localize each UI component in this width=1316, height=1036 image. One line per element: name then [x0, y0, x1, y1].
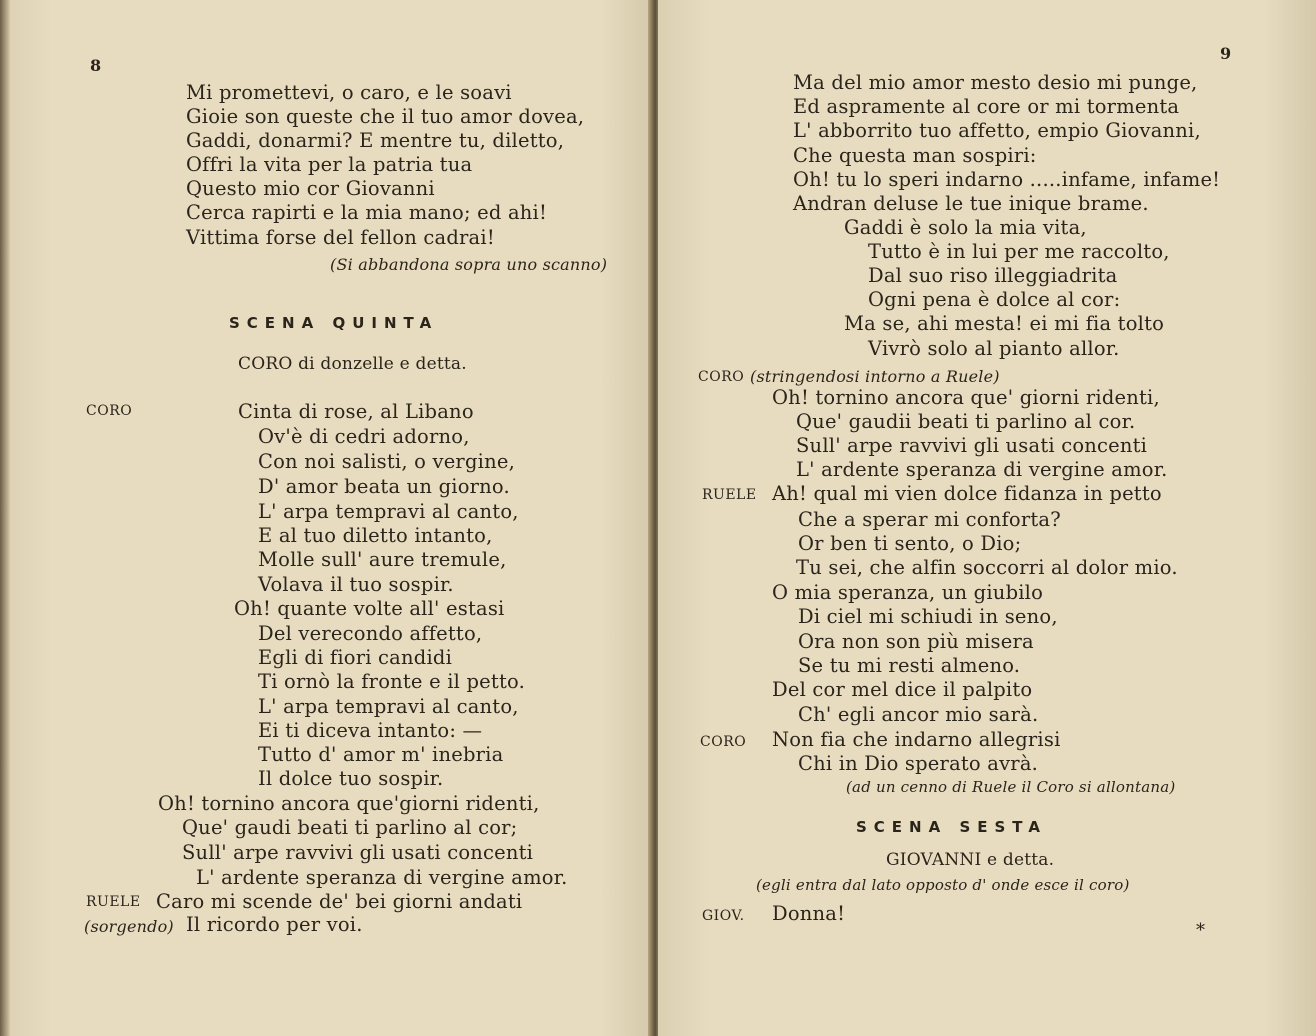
verse-line: Oh! tornino ancora que' giorni ridenti,	[772, 386, 1160, 409]
verse-line: Non fia che indarno allegrisi	[772, 728, 1061, 751]
verse-line: L' ardente speranza di vergine amor.	[196, 866, 568, 889]
verse-line: L' arpa tempravi al canto,	[258, 500, 519, 523]
verse-line: D' amor beata un giorno.	[258, 475, 510, 498]
verse-line: Caro mi scende de' bei giorni andati	[156, 890, 523, 913]
scene-cast: CORO di donzelle e detta.	[238, 354, 467, 374]
verse-line: Sull' arpe ravvivi gli usati concenti	[182, 841, 534, 864]
scene-heading: SCENA SESTA	[856, 818, 1047, 836]
verse-line: L' arpa tempravi al canto,	[258, 695, 519, 718]
stage-direction: (sorgendo)	[84, 917, 174, 936]
page-number: 8	[90, 56, 102, 75]
verse-line: Egli di fiori candidi	[258, 646, 453, 669]
scene-cast: GIOVANNI e detta.	[886, 850, 1055, 870]
verse-line: Il ricordo per voi.	[186, 913, 363, 936]
verse-line: Se tu mi resti almeno.	[798, 654, 1021, 677]
verse-line: Oh! quante volte all' estasi	[234, 597, 505, 620]
speaker-label: CORO	[86, 403, 133, 419]
verse-line: Ed aspramente al core or mi tormenta	[793, 95, 1180, 118]
verse-line: Del verecondo affetto,	[258, 622, 483, 645]
verse-line: Ogni pena è dolce al cor:	[868, 288, 1121, 311]
verse-line: Ma se, ahi mesta! ei mi fia tolto	[844, 312, 1165, 335]
verse-line: Ah! qual mi vien dolce fidanza in petto	[772, 482, 1162, 505]
right-page	[658, 0, 1316, 1036]
verse-line: Mi promettevi, o caro, e le soavi	[186, 81, 512, 104]
verse-line: Chi in Dio sperato avrà.	[798, 752, 1039, 775]
verse-line: Del cor mel dice il palpito	[772, 678, 1033, 701]
verse-line: Gioie son queste che il tuo amor dovea,	[186, 105, 585, 128]
stage-direction: (ad un cenno di Ruele il Coro si allontana)	[846, 778, 1176, 796]
verse-line: E al tuo diletto intanto,	[258, 524, 493, 547]
stage-direction: (egli entra dal lato opposto d' onde esce il coro)	[756, 876, 1130, 894]
verse-line: Di ciel mi schiudi in seno,	[798, 605, 1058, 628]
verse-line: Ov'è di cedri adorno,	[258, 425, 470, 448]
verse-line: Questo mio cor Giovanni	[186, 177, 435, 200]
verse-line: Volava il tuo sospir.	[258, 573, 454, 596]
verse-line: L' ardente speranza di vergine amor.	[796, 458, 1168, 481]
speaker-label: GIOV.	[702, 908, 745, 924]
verse-line: Oh! tornino ancora que'giorni ridenti,	[158, 792, 540, 815]
verse-line: Andran deluse le tue inique brame.	[793, 192, 1149, 215]
verse-line: Ti ornò la fronte e il petto.	[258, 670, 525, 693]
verse-line: Che a sperar mi conforta?	[798, 508, 1061, 531]
speaker-label: CORO	[698, 369, 745, 385]
page-edge	[0, 0, 10, 1036]
verse-line: Oh! tu lo speri indarno .....infame, infame!	[793, 168, 1221, 191]
verse-line: Vivrò solo al pianto allor.	[868, 337, 1120, 360]
left-page	[0, 0, 653, 1036]
verse-line: Que' gaudi beati ti parlino al cor;	[182, 816, 518, 839]
verse-line: Gaddi, donarmi? E mentre tu, diletto,	[186, 129, 565, 152]
verse-line: Molle sull' aure tremule,	[258, 548, 507, 571]
verse-line: L' abborrito tuo affetto, empio Giovanni,	[793, 119, 1201, 142]
speaker-label: RUELE	[86, 894, 141, 910]
verse-line: Ma del mio amor mesto desio mi punge,	[793, 71, 1198, 94]
verse-line: Tutto è in lui per me raccolto,	[868, 240, 1170, 263]
verse-line: Tu sei, che alfin soccorri al dolor mio.	[796, 556, 1178, 579]
speaker-label: RUELE	[702, 487, 757, 503]
verse-line: Gaddi è solo la mia vita,	[844, 216, 1087, 239]
stage-direction: (stringendosi intorno a Ruele)	[750, 367, 1000, 386]
verse-line: Ch' egli ancor mio sarà.	[798, 703, 1039, 726]
verse-line: Offri la vita per la patria tua	[186, 153, 473, 176]
page-number: 9	[1220, 44, 1232, 63]
verse-line: O mia speranza, un giubilo	[772, 581, 1044, 604]
scene-heading: SCENA QUINTA	[229, 314, 439, 332]
verse-line: Sull' arpe ravvivi gli usati concenti	[796, 434, 1148, 457]
verse-line: Donna!	[772, 902, 846, 925]
verse-line: Ora non son più misera	[798, 630, 1034, 653]
verse-line: Dal suo riso illeggiadrita	[868, 264, 1118, 287]
signature-mark: *	[1196, 920, 1205, 941]
verse-line: Or ben ti sento, o Dio;	[798, 532, 1022, 555]
verse-line: Cinta di rose, al Libano	[238, 400, 474, 423]
verse-line: Che questa man sospiri:	[793, 144, 1037, 167]
speaker-label: CORO	[700, 734, 747, 750]
verse-line: Que' gaudii beati ti parlino al cor.	[796, 410, 1136, 433]
verse-line: Con noi salisti, o vergine,	[258, 450, 515, 473]
verse-line: Tutto d' amor m' inebria	[258, 743, 504, 766]
verse-line: Ei ti diceva intanto: —	[258, 719, 483, 742]
verse-line: Il dolce tuo sospir.	[258, 767, 444, 790]
verse-line: Vittima forse del fellon cadrai!	[186, 226, 495, 249]
verse-line: Cerca rapirti e la mia mano; ed ahi!	[186, 201, 547, 224]
stage-direction: (Si abbandona sopra uno scanno)	[330, 255, 608, 274]
